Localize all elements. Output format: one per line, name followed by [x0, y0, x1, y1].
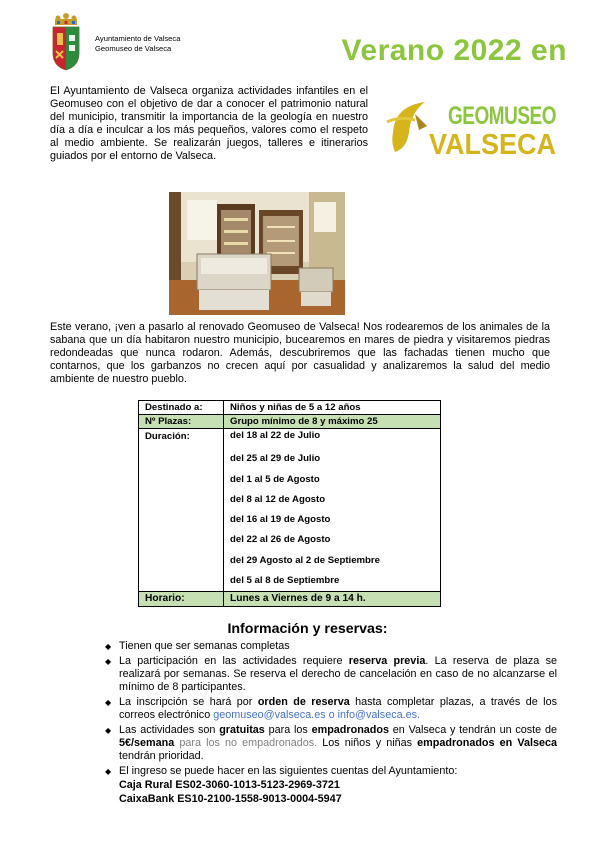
email-link-geomuseo[interactable]: geomuseo@valseca.es [213, 709, 326, 722]
bank-account-caixabank: CaixaBank ES10-2100-1558-9013-0004-5947 [119, 793, 342, 806]
duracion-dates [224, 429, 441, 592]
bullet-grey-text: para los no empadronados. [174, 736, 318, 749]
bank-account-caja-rural: Caja Rural ES02-3060-1013-5123-2969-3721 [119, 779, 340, 792]
plazas-value: Grupo mínimo de 8 y máximo 25 [224, 415, 441, 429]
date-range: del 5 al 8 de Septiembre [230, 575, 340, 587]
org-name-line1: Ayuntamiento de Valseca [95, 34, 181, 43]
logo-text-geomuseo: GEOMUSEO [448, 102, 557, 130]
bullet-text: El ingreso se puede hacer en las siguientes cuentas del Ayuntamiento: [119, 764, 458, 777]
date-range: del 16 al 19 de Agosto [230, 514, 331, 526]
email-link-info[interactable]: info@valseca.es. [337, 709, 421, 722]
bullet-bold-text: orden de reserva [257, 695, 350, 708]
reservations-list [105, 640, 557, 808]
bullet-bold-text: gratuitas [219, 723, 265, 736]
bullet-text: tendrán prioridad. [119, 750, 204, 763]
date-range: del 1 al 5 de Agosto [230, 473, 320, 485]
list-item [105, 655, 557, 695]
table-row-horario [139, 592, 441, 607]
bullet-text: Las actividades son [119, 723, 220, 736]
intro-paragraph: El Ayuntamiento de Valseca organiza actividades infantiles en el Geomuseo con el objetivo de dar a conocer el patrimonio natural del municipio, transmitir la importancia de la geología en nuestro día a día e inculcar a los más pequeños, valores como el respeto al medio ambiente. Se realizarán juegos, talleres e itinerarios guiados por el entorno de Valseca. [50, 85, 368, 163]
bullet-bold-text: empadronados en Valseca [417, 736, 557, 749]
table-row-destinado [139, 401, 441, 415]
date-range: del 29 Agosto al 2 de Septiembre [230, 554, 380, 566]
date-range: del 18 al 22 de Julio [230, 430, 321, 441]
bullet-text: Los niños y niñas [317, 736, 418, 749]
bullet-text: La participación en las actividades requiere [119, 654, 349, 667]
email-separator: o [325, 709, 338, 722]
plazas-label: Nº Plazas: [139, 415, 224, 429]
bullet-bold-text: 5€/semana [119, 736, 175, 749]
table-row-duracion [139, 429, 441, 592]
list-item [105, 696, 557, 722]
date-range: del 25 al 29 de Julio [230, 453, 321, 465]
list-item [105, 724, 557, 764]
reservations-heading: Información y reservas: [227, 621, 388, 637]
destinado-value: Niños y niñas de 5 a 12 años [224, 401, 441, 415]
diamond-bullet-icon: ◆ [105, 697, 112, 707]
bullet-text: hasta completar plazas, a través de los correos electrónico [119, 695, 557, 722]
date-range: del 8 al 12 de Agosto [230, 493, 326, 505]
date-range: del 22 al 26 de Agosto [230, 534, 331, 546]
diamond-bullet-icon: ◆ [105, 642, 112, 651]
bullet-text: . La reserva de plaza se realizará por semanas. Se reserva el derecho de cancelación en caso de no alcanzarse el mínimo de 8 participantes. [119, 654, 557, 694]
logo-text-valseca: VALSECA [429, 129, 557, 161]
list-item [105, 765, 557, 807]
geomuseo-valseca-logo [385, 92, 560, 160]
activity-info-table [138, 400, 441, 607]
destinado-label: Destinado a: [139, 401, 224, 415]
diamond-bullet-icon: ◆ [105, 656, 112, 666]
bullet-bold-text: reserva previa [348, 654, 426, 667]
bullet-text: para los [264, 723, 312, 736]
horario-value: Lunes a Viernes de 9 a 14 h. [224, 592, 441, 607]
duracion-label: Duración: [139, 429, 224, 592]
museum-interior-photo [169, 192, 345, 315]
bullet-bold-text: empadronados [311, 723, 389, 736]
bullet-text: Tienen que ser semanas completas [119, 640, 290, 652]
coat-of-arms-icon [50, 13, 82, 71]
bullet-text: La inscripción se hará por [119, 695, 258, 708]
org-name-line2: Geomuseo de Valseca [95, 44, 172, 53]
horario-label: Horario: [139, 592, 224, 607]
diamond-bullet-icon: ◆ [105, 766, 112, 776]
list-item [105, 640, 557, 653]
bullet-text: en Valseca y tendrán un coste de [389, 723, 557, 736]
table-row-plazas [139, 415, 441, 429]
diamond-bullet-icon: ◆ [105, 725, 112, 735]
page-title: Verano 2022 en [341, 34, 567, 67]
description-paragraph: Este verano, ¡ven a pasarlo al renovado Geomuseo de Valseca! Nos rodearemos de los animales de la sabana que un día habitaron nuestro municipio, bucearemos en mares de piedra y visitaremos piedras redondeadas que nunca rodaron. Además, descubriremos que las fachadas tienen mucho que contarnos, que los garbanzos no crecen aquí por casualidad y analizaremos la salud del medio ambiente de nuestro pueblo. [50, 321, 550, 386]
